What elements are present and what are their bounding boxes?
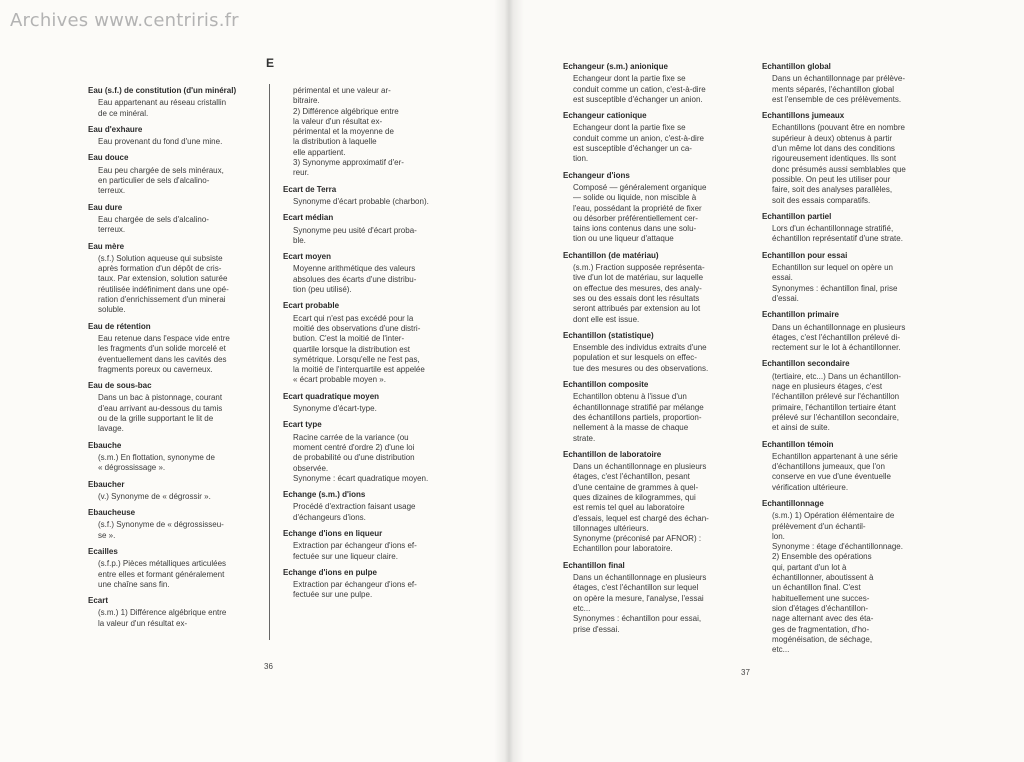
definition-line: 3) Synonyme approximatif d'er- <box>293 158 404 168</box>
definition-line: Ensemble des individus extraits d'une <box>573 343 707 353</box>
definition-line: l'eau, possédant la propriété de fixer <box>573 203 702 213</box>
definition-line: réutilisée indéfiniment dans une opé- <box>98 284 229 294</box>
definition-line: habituellement une succes- <box>772 593 870 603</box>
definition-line: — solide ou liquide, non miscible à <box>573 193 697 203</box>
entry-definition <box>283 314 455 386</box>
definition-line: d'un même lot dans des conditions <box>772 144 895 154</box>
definition-line: Dans un échantillonnage en plusieurs <box>772 322 906 332</box>
definition-line: Composé — généralement organique <box>573 182 707 192</box>
entry-term: Ecart probable <box>283 301 340 311</box>
entry-definition <box>283 86 455 179</box>
glossary-entry <box>283 86 455 179</box>
definition-line: ques dizaines de kilogrammes, qui <box>573 492 696 502</box>
definition-line: etc... <box>573 603 591 613</box>
entry-definition <box>563 343 735 374</box>
definition-line: Synonyme d'écart probable (charbon). <box>293 196 429 206</box>
glossary-entry <box>762 310 934 353</box>
definition-line: éventuellement dans les cavités des <box>98 354 227 364</box>
glossary-entry <box>283 392 455 415</box>
definition-line: Synonyme (préconisé par AFNOR) : <box>573 534 702 544</box>
definition-line: périmental et la moyenne de <box>293 127 394 137</box>
definition-line: supérieur à deux) obtenus à partir <box>772 133 893 143</box>
definition-line: tion ou une liqueur d'attaque <box>573 234 674 244</box>
definition-line: population et sur lesquels on effec- <box>573 353 697 363</box>
glossary-entry <box>563 171 735 245</box>
definition-line: la valeur d'un résultat ex- <box>98 618 188 628</box>
definition-line: Eau peu chargée de sels minéraux, <box>98 165 224 175</box>
definition-line: primaire, l'échantillon tertiaire étant <box>772 402 896 412</box>
glossary-entry <box>563 561 735 635</box>
entry-term: Echantillon composite <box>563 380 649 390</box>
entry-term: Eau de sous-bac <box>88 381 152 391</box>
entry-term: Ecailles <box>88 546 118 556</box>
definition-line: Eau retenue dans l'espace vide entre <box>98 333 230 343</box>
definition-line: Lors d'un échantillonnage stratifié, <box>772 224 894 234</box>
entry-term: Echange d'ions en liqueur <box>283 528 383 538</box>
definition-line: (tertiaire, etc...) Dans un échantillon- <box>772 371 901 381</box>
definition-line: d'essai. <box>772 293 799 303</box>
definition-line: échantillon représentatif d'une strate. <box>772 234 903 244</box>
definition-line: est remis tel quel au laboratoire <box>573 503 685 513</box>
definition-line: en particulier de sels d'alcalino- <box>98 176 210 186</box>
definition-line: prise d'essai. <box>573 624 620 634</box>
definition-line: elle appartient. <box>293 147 346 157</box>
book-gutter <box>494 0 524 762</box>
definition-line: ou de la grille supportant le lit de <box>98 414 214 424</box>
definition-line: soluble. <box>98 305 126 315</box>
definition-line: Synonymes : échantillon final, prise <box>772 283 898 293</box>
glossary-entry <box>762 212 934 245</box>
entry-term: Echantillons jumeaux <box>762 111 845 121</box>
entry-definition <box>88 334 258 375</box>
definition-line: ges de fragmentation, d'ho- <box>772 624 870 634</box>
definition-line: Echantillon obtenu à l'issue d'un <box>573 392 687 402</box>
definition-line: seront attribués par extension au lot <box>573 304 701 314</box>
definition-line: donc présumés aussi semblables que <box>772 164 906 174</box>
entry-definition <box>563 74 735 105</box>
glossary-entry <box>762 111 934 206</box>
entry-definition <box>762 123 934 205</box>
definition-line: bitraire. <box>293 96 320 106</box>
entry-definition <box>563 123 735 164</box>
glossary-entry <box>283 213 455 246</box>
entry-definition <box>88 215 258 236</box>
definition-line: Extraction par échangeur d'ions ef- <box>293 541 417 551</box>
entry-definition <box>762 452 934 493</box>
definition-line: Moyenne arithmétique des valeurs <box>293 264 416 274</box>
definition-line: étages, c'est l'échantillon sur lequel <box>573 583 699 593</box>
definition-line: rigoureusement identiques. Ils sont <box>772 154 897 164</box>
definition-line: Dans un échantillonnage par prélève- <box>772 74 905 84</box>
glossary-entry <box>563 111 735 164</box>
glossary-entry <box>283 490 455 523</box>
entry-definition <box>563 263 735 325</box>
definition-line: est susceptible d'échanger un ca- <box>573 144 692 154</box>
definition-line: « dégrossissage ». <box>98 463 166 473</box>
entry-definition <box>283 404 455 414</box>
definition-line: Procédé d'extraction faisant usage <box>293 502 416 512</box>
entry-definition <box>283 433 455 484</box>
definition-line: (s.m.) 1) Différence algébrique entre <box>98 608 227 618</box>
entry-term: Echantillon (statistique) <box>563 330 654 340</box>
definition-line: soit des essais comparatifs. <box>772 195 871 205</box>
glossary-entry <box>88 547 258 590</box>
definition-line: Synonymes : échantillon pour essai, <box>573 614 702 624</box>
entry-definition <box>563 183 735 245</box>
definition-line: taux. Par extension, solution saturée <box>98 274 228 284</box>
page-number-right: 37 <box>741 668 750 677</box>
entry-term: Echantillon partiel <box>762 211 832 221</box>
column-divider <box>269 84 270 640</box>
entry-term: Echantillon de laboratoire <box>563 449 662 459</box>
definition-line: ble. <box>293 235 306 245</box>
definition-line: Eau chargée de sels d'alcalino- <box>98 214 209 224</box>
definition-line: observée. <box>293 463 329 473</box>
entry-term: Echangeur d'ions <box>563 170 630 180</box>
definition-line: ses ou des essais dont les résultats <box>573 293 700 303</box>
entry-term: Echantillon secondaire <box>762 359 850 369</box>
definition-line: après formation d'un dépôt de cris- <box>98 264 222 274</box>
definition-line: de ce minéral. <box>98 108 149 118</box>
definition-line: Echantillon sur lequel on opère un <box>772 263 893 273</box>
definition-line: Synonyme d'écart-type. <box>293 404 377 414</box>
glossary-entry <box>283 252 455 295</box>
definition-line: une chaîne sans fin. <box>98 579 170 589</box>
entry-term: Ebaucheuse <box>88 508 136 518</box>
definition-line: d'échangeurs d'ions. <box>293 512 366 522</box>
glossary-entry <box>88 596 258 629</box>
definition-line: faire, soit des analyses parallèles, <box>772 185 893 195</box>
glossary-entry <box>283 529 455 562</box>
entry-definition <box>283 502 455 523</box>
definition-line: rectement sur le lot à échantillonner. <box>772 343 901 353</box>
definition-line: entre elles et formant généralement <box>98 569 225 579</box>
entry-definition <box>563 573 735 635</box>
definition-line: lon. <box>772 531 785 541</box>
entry-term: Eau mère <box>88 241 125 251</box>
entry-definition <box>88 137 258 147</box>
entry-definition <box>283 541 455 562</box>
entry-definition <box>762 263 934 304</box>
definition-line: la valeur d'un résultat ex- <box>293 116 383 126</box>
entry-term: Echantillon primaire <box>762 310 839 320</box>
definition-line: fragments poreux ou caverneux. <box>98 364 213 374</box>
definition-line: moitié des observations d'une distri- <box>293 323 421 333</box>
definition-line: ou désorber préférentiellement cer- <box>573 213 698 223</box>
entry-term: Eau (s.f.) de constitution (d'un minéral) <box>88 86 237 95</box>
definition-line: symétrique. Lorsqu'elle ne l'est pas, <box>293 354 420 364</box>
definition-line: Synonyme : étage d'échantillonnage. <box>772 542 903 552</box>
entry-term: Ecart <box>88 596 109 606</box>
entry-term: Ecart médian <box>283 213 334 223</box>
glossary-entry <box>283 568 455 601</box>
definition-line: fectuée sur une pulpe. <box>293 590 373 600</box>
definition-line: est susceptible d'échanger un anion. <box>573 94 703 104</box>
definition-line: tillonnages ultérieurs. <box>573 523 649 533</box>
definition-line: d'une centaine de grammes à quel- <box>573 482 699 492</box>
definition-line: 2) Ensemble des opérations <box>772 552 872 562</box>
entry-term: Echangeur cationique <box>563 111 647 121</box>
definition-line: échantillonner, aboutissent à <box>772 573 874 583</box>
definition-line: mogénéisation, de séchage, <box>772 634 873 644</box>
entry-definition <box>563 392 735 443</box>
glossary-entry <box>563 380 735 444</box>
definition-line: des échantillons partiels, proportion- <box>573 412 702 422</box>
definition-line: prélèvement d'un échantil- <box>772 521 866 531</box>
entry-definition <box>283 226 455 247</box>
definition-line: conduit comme un anion, c'est-à-dire <box>573 133 704 143</box>
entry-definition <box>88 453 258 474</box>
definition-line: d'échantillons jumeaux, que l'on <box>772 462 885 472</box>
definition-line: (v.) Synonyme de « dégrossir ». <box>98 491 211 501</box>
glossary-entry <box>88 381 258 434</box>
entry-definition <box>88 608 258 629</box>
entry-definition <box>563 462 735 555</box>
definition-line: Dans un échantillonnage en plusieurs <box>573 573 707 583</box>
definition-line: l'échantillon prélevé sur l'échantillon <box>772 392 900 402</box>
entry-term: Echantillon témoin <box>762 439 834 449</box>
glossary-entry <box>88 441 258 474</box>
entry-term: Echange d'ions en pulpe <box>283 567 377 577</box>
definition-line: Ecart qui n'est pas excédé pour la <box>293 313 414 323</box>
glossary-entry <box>563 62 735 105</box>
entry-definition <box>88 559 258 590</box>
definition-line: étages, c'est l'échantillon prélevé di- <box>772 332 901 342</box>
definition-line: un échantillon final. C'est <box>772 583 861 593</box>
definition-line: nellement à la masse de chaque <box>573 423 689 433</box>
definition-line: bution. C'est la moitié de l'inter- <box>293 334 405 344</box>
page-number-left: 36 <box>264 662 273 671</box>
definition-line: ration d'enrichissement d'un minerai <box>98 295 226 305</box>
watermark: Archives www.centriris.fr <box>10 10 239 31</box>
entry-definition <box>88 393 258 434</box>
entry-definition <box>88 254 258 316</box>
definition-line: 2) Différence algébrique entre <box>293 106 399 116</box>
definition-line: (s.f.p.) Pièces métalliques articulées <box>98 559 227 569</box>
entry-definition <box>762 372 934 434</box>
entry-term: Echantillonnage <box>762 498 824 508</box>
definition-line: Dans un échantillonnage en plusieurs <box>573 462 707 472</box>
entry-term: Echange (s.m.) d'ions <box>283 490 366 500</box>
glossary-entry <box>563 331 735 374</box>
entry-definition <box>762 323 934 354</box>
section-letter: E <box>266 56 275 70</box>
left-page-column-1 <box>88 86 258 635</box>
entry-definition <box>88 166 258 197</box>
definition-line: périmental et une valeur ar- <box>293 86 391 95</box>
definition-line: Eau provenant du fond d'une mine. <box>98 137 223 147</box>
entry-definition <box>283 580 455 601</box>
definition-line: lavage. <box>98 424 124 434</box>
definition-line: et ainsi de suite. <box>772 423 830 433</box>
definition-line: (s.m.) 1) Opération élémentaire de <box>772 511 895 521</box>
entry-definition <box>762 224 934 245</box>
entry-term: Eau de rétention <box>88 321 151 331</box>
definition-line: (s.f.) Solution aqueuse qui subsiste <box>98 253 223 263</box>
definition-line: Echangeur dont la partie fixe se <box>573 123 686 133</box>
entry-term: Ecart type <box>283 420 322 430</box>
glossary-entry <box>88 125 258 148</box>
glossary-entry <box>88 242 258 316</box>
definition-line: tive d'un lot de matériau, sur laquelle <box>573 273 704 283</box>
definition-line: on effectue des mesures, des analy- <box>573 283 702 293</box>
glossary-entry <box>88 153 258 196</box>
entry-term: Ecart de Terra <box>283 184 337 194</box>
entry-term: Ebaucher <box>88 479 125 489</box>
definition-line: fectuée sur une liqueur claire. <box>293 551 398 561</box>
definition-line: les fragments d'un solide morcelé et <box>98 344 226 354</box>
entry-term: Ecart moyen <box>283 252 332 262</box>
definition-line: échantillonnage stratifié par mélange <box>573 402 704 412</box>
definition-line: terreux. <box>98 225 126 235</box>
definition-line: dont elle est issue. <box>573 314 640 324</box>
definition-line: etc... <box>772 645 790 655</box>
definition-line: essai. <box>772 273 793 283</box>
entry-term: Ebauche <box>88 440 122 450</box>
entry-definition <box>88 492 258 502</box>
definition-line: absolues des écarts d'une distribu- <box>293 274 417 284</box>
right-page-column-2 <box>762 62 934 661</box>
entry-term: Eau dure <box>88 202 123 212</box>
definition-line: est l'ensemble de ces prélèvements. <box>772 94 902 104</box>
definition-line: vérification ultérieure. <box>772 482 849 492</box>
definition-line: Racine carrée de la variance (ou <box>293 432 409 442</box>
glossary-entry <box>283 301 455 385</box>
entry-term: Echantillon global <box>762 62 831 71</box>
definition-line: Synonyme peu usité d'écart proba- <box>293 225 417 235</box>
definition-line: Synonyme : écart quadratique moyen. <box>293 473 429 483</box>
glossary-entry <box>563 450 735 555</box>
glossary-entry <box>88 322 258 375</box>
definition-line: Echantillon pour laboratoire. <box>573 544 673 554</box>
definition-line: nage alternant avec des éta- <box>772 614 874 624</box>
definition-line: nage en plusieurs étages, c'est <box>772 382 883 392</box>
definition-line: moment centré d'ordre 2) d'une loi <box>293 442 415 452</box>
definition-line: Dans un bac à pistonnage, courant <box>98 393 223 403</box>
definition-line: (s.m.) Fraction supposée représenta- <box>573 263 705 273</box>
glossary-entry <box>88 203 258 236</box>
entry-term: Eau d'exhaure <box>88 124 143 134</box>
definition-line: Echantillon appartenant à une série <box>772 451 898 461</box>
glossary-entry <box>283 420 455 484</box>
glossary-entry <box>762 62 934 105</box>
right-page-column-1 <box>563 62 735 641</box>
definition-line: tion (peu utilisé). <box>293 285 352 295</box>
definition-line: on opère la mesure, l'analyse, l'essai <box>573 593 704 603</box>
definition-line: d'eau arrivant au-dessous du tamis <box>98 403 223 413</box>
entry-term: Echantillon final <box>563 560 625 570</box>
entry-term: Ecart quadratique moyen <box>283 391 380 401</box>
definition-line: Echantillons (pouvant être en nombre <box>772 123 905 133</box>
entry-term: Eau douce <box>88 153 129 163</box>
definition-line: Echangeur dont la partie fixe se <box>573 74 686 84</box>
entry-definition <box>762 74 934 105</box>
definition-line: conduit comme un cation, c'est-à-dire <box>573 84 706 94</box>
entry-term: Echantillon (de matériau) <box>563 250 659 260</box>
left-page-column-2 <box>283 86 455 607</box>
definition-line: étages, c'est l'échantillon, pesant <box>573 472 690 482</box>
glossary-entry <box>762 499 934 655</box>
definition-line: sion d'étages d'échantillon- <box>772 603 869 613</box>
definition-line: « écart probable moyen ». <box>293 375 386 385</box>
definition-line: strate. <box>573 433 596 443</box>
definition-line: (s.m.) En flottation, synonyme de <box>98 452 215 462</box>
glossary-entry <box>88 86 258 119</box>
glossary-entry <box>762 440 934 493</box>
glossary-entry <box>563 251 735 325</box>
definition-line: tains ions contenus dans une solu- <box>573 224 697 234</box>
definition-line: tue des mesures ou des observations. <box>573 363 709 373</box>
definition-line: reur. <box>293 168 310 178</box>
entry-term: Echangeur (s.m.) anionique <box>563 62 668 71</box>
entry-definition <box>283 197 455 207</box>
entry-definition <box>88 520 258 541</box>
definition-line: prélevé sur l'échantillon secondaire, <box>772 412 899 422</box>
entry-term: Echantillon pour essai <box>762 250 848 260</box>
glossary-entry <box>88 508 258 541</box>
glossary-entry <box>88 480 258 503</box>
entry-definition <box>88 98 258 119</box>
definition-line: la distribution à laquelle <box>293 137 377 147</box>
definition-line: quartile lorsque la distribution est <box>293 344 410 354</box>
definition-line: possible. On peut les utiliser pour <box>772 174 891 184</box>
glossary-entry <box>762 359 934 433</box>
definition-line: la moitié de l'interquartile est appelée <box>293 365 425 375</box>
definition-line: Eau appartenant au réseau cristallin <box>98 98 227 108</box>
glossary-entry <box>762 251 934 304</box>
definition-line: conserve en vue d'une éventuelle <box>772 472 891 482</box>
entry-definition <box>762 511 934 655</box>
definition-line: d'essais, lequel est chargé des échan- <box>573 513 709 523</box>
definition-line: se ». <box>98 530 116 540</box>
definition-line: (s.f.) Synonyme de « dégrossisseu- <box>98 520 224 530</box>
definition-line: de probabilité ou d'une distribution <box>293 453 415 463</box>
definition-line: qui, partant d'un lot à <box>772 562 847 572</box>
definition-line: ments séparés, l'échantillon global <box>772 84 895 94</box>
entry-definition <box>283 264 455 295</box>
glossary-entry <box>283 185 455 208</box>
definition-line: tion. <box>573 154 589 164</box>
definition-line: Extraction par échangeur d'ions ef- <box>293 580 417 590</box>
definition-line: terreux. <box>98 186 126 196</box>
